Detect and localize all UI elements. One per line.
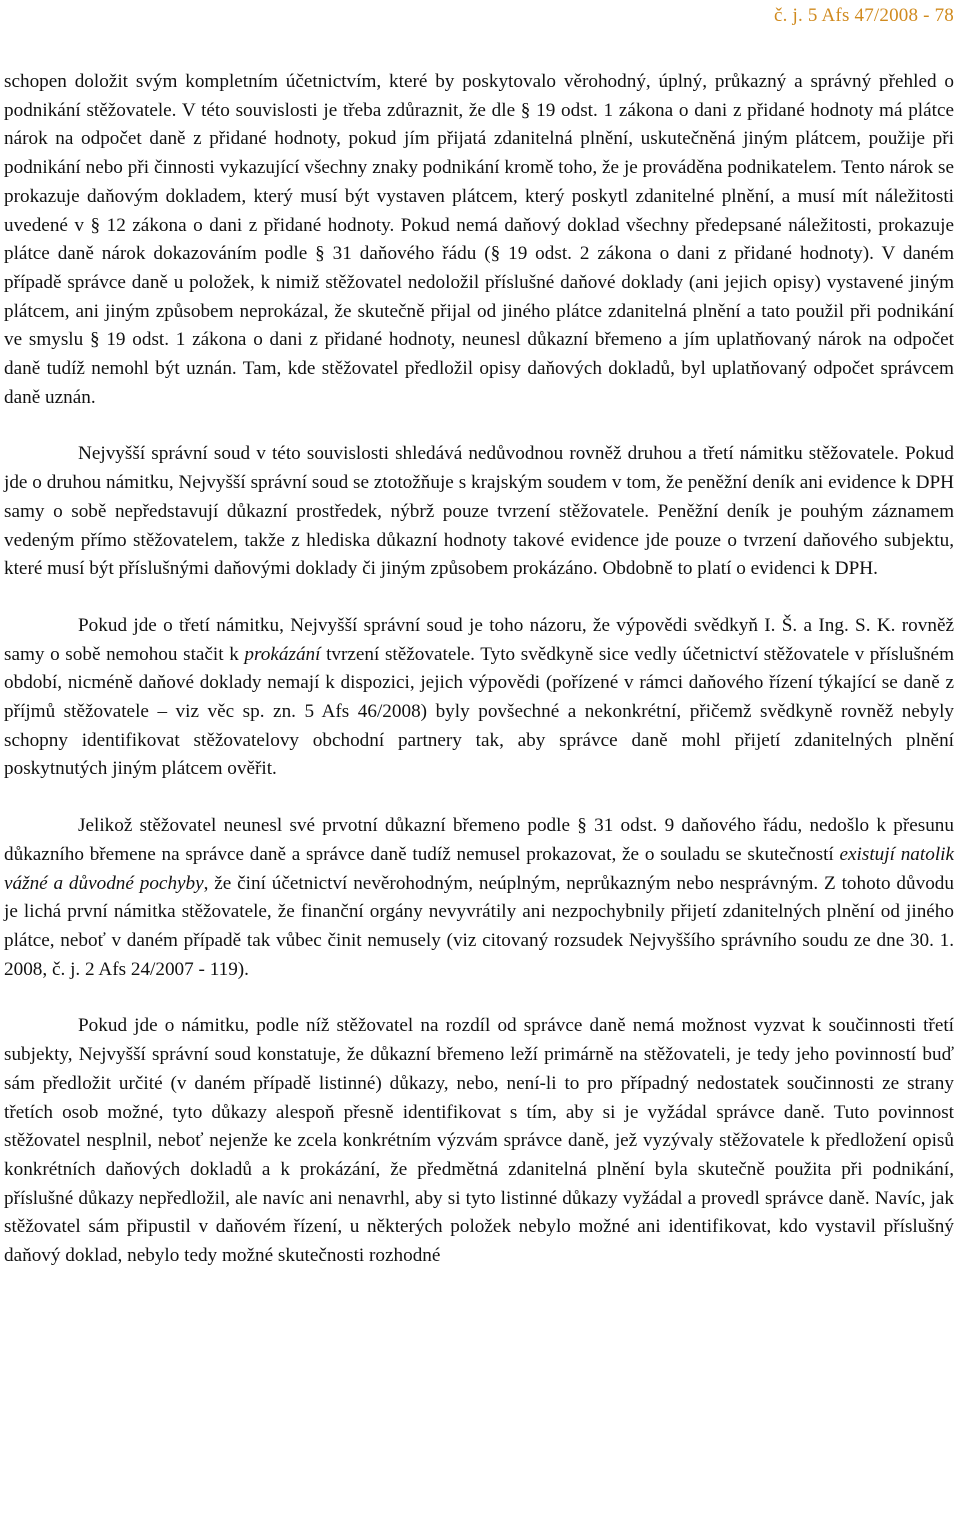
paragraph-3 bbox=[4, 612, 954, 784]
paragraph-text: Nejvyšší správní soud v této souvislosti shledává nedůvodnou rovněž druhou a třetí námitku stěžovatele. Pokud jde o druhou námitku, Nejvyšší správní soud se ztotožňuje s krajským soudem v tom, že peněžní deník ani evidence k DPH samy o sobě nepředstavují důkazní prostředek, nýbrž pouze tvrzení stěžovatele. Peněžní deník je pouhým záznamem vedeným přímo stěžovatelem, takže z hlediska důkazní hodnoty takové evidence jde pouze o tvrzení daňového subjektu, které musí být příslušnými daňovými doklady či jiným způsobem prokázáno. Obdobně to platí o evidenci k DPH. bbox=[4, 443, 954, 580]
paragraph-2 bbox=[4, 440, 954, 584]
paragraph-text: Jelikož stěžovatel neunesl své prvotní důkazní břemeno podle § 31 odst. 9 daňového řádu, nedošlo k přesunu důkazního břemene na správce daně a správce daně tudíž nemusel prokazovat, že o souladu se skutečností bbox=[4, 815, 954, 865]
document-body bbox=[4, 68, 954, 1299]
paragraph-text: schopen doložit svým kompletním účetnictvím, které by poskytovalo věrohodný, úplný, průkazný a správný přehled o podnikání stěžovatele. V této souvislosti je třeba zdůraznit, že dle § 19 odst. 1 zákona o dani z přidané hodnoty má plátce nárok na odpočet daně z přidané hodnoty, pokud jím přijatá zdanitelná plnění, uskutečněná jiným plátcem, použije při podnikání nebo při činnosti vykazující všechny znaky podnikání kromě toho, že je prováděna podnikatelem. Tento nárok se prokazuje daňovým dokladem, který musí být vystaven plátcem, který poskytl zdanitelné plnění, a musí mít náležitosti uvedené v § 12 zákona o dani z přidané hodnoty. Pokud nemá daňový doklad všechny předepsané náležitosti, prokazuje plátce daně nárok dokazováním podle § 31 daňového řádu (§ 19 odst. 2 zákona o dani z přidané hodnoty). V daném případě správce daně u položek, k nimiž stěžovatel nedoložil příslušné daňové doklady (ani jejich opisy) vystavené jiným plátcem, ani jiným způsobem neprokázal, že skutečně přijal od jiného plátce zdanitelná plnění a tato použil při podnikání ve smyslu § 19 odst. 1 zákona o dani z přidané hodnoty, neunesl důkazní břemeno a jím uplatňovaný nárok na odpočet daně tudíž nemohl být uznán. Tam, kde stěžovatel předložil opisy daňových dokladů, byl uplatňovaný odpočet správcem daně uznán. bbox=[4, 71, 954, 408]
paragraph-1 bbox=[4, 68, 954, 412]
paragraph-4 bbox=[4, 812, 954, 984]
italic-emphasis: prokázání bbox=[244, 643, 321, 665]
paragraph-5 bbox=[4, 1012, 954, 1270]
paragraph-text: Pokud jde o třetí námitku, Nejvyšší správní soud je toho názoru, že výpovědi svědkyň I. Š. a Ing. S. K. rovněž samy o sobě nemohou stačit k bbox=[4, 614, 954, 665]
page-reference: č. j. 5 Afs 47/2008 - 78 bbox=[773, 5, 954, 26]
italic-emphasis: existují natolik vážné a důvodné pochyby bbox=[4, 843, 954, 894]
paragraph-text: , že činí účetnictví nevěrohodným, neúplným, neprůkazným nebo nesprávným. Z tohoto důvodu je lichá první námitka stěžovatele, že finanční orgány nevyvrátily ani nezpochybnily přijetí zdanitelných plnění od jiného plátce, neboť v daném případě tak vůbec činit nemusely (viz citovaný rozsudek Nejvyššího správního soudu ze dne 30. 1. 2008, č. j. 2 Afs 24/2007 - 119). bbox=[4, 872, 954, 980]
paragraph-text: tvrzení stěžovatele. Tyto svědkyně sice vedly účetnictví stěžovatele v příslušném období, nicméně daňové doklady nemají k dispozici, jejich výpovědi (pořízené v rámci daňového řízení týkající se daně z příjmů stěžovatele – viz věc sp. zn. 5 Afs 46/2008) byly povšechné a nekonkrétní, přičemž svědkyně rovněž nebyly schopny identifikovat stěžovatelovy obchodní partnery tak, aby správce daně mohl přijetí zdanitelných plnění poskytnutých jiným plátcem ověřit. bbox=[4, 643, 955, 780]
paragraph-text: Pokud jde o námitku, podle níž stěžovatel na rozdíl od správce daně nemá možnost vyzvat k součinnosti třetí subjekty, Nejvyšší správní soud konstatuje, že důkazní břemeno leží primárně na stěžovateli, je tedy jeho povinností buď sám předložit určité (v daném případě listinné) důkazy, nebo, není-li to pro případný nedostatek součinnosti ze strany třetích osob možné, tyto důkazy alespoň přesně identifikovat s tím, aby si je vyžádal správce daně. Tuto povinnost stěžovatel nesplnil, neboť nejenže ke zcela konkrétním výzvám správce daně, jež vyzývaly stěžovatele k předložení opisů konkrétních daňových dokladů a k prokázání, že předmětná zdanitelná plnění byla skutečně použita při podnikání, příslušné důkazy nepředložil, ale navíc ani nenavrhl, aby si tyto listinné důkazy vyžádal a provedl správce daně. Navíc, jak stěžovatel sám připustil v daňovém řízení, u některých položek nebylo možné ani identifikovat, kdo vystavil příslušný daňový doklad, nebylo tedy možné skutečnosti rozhodné bbox=[4, 1015, 954, 1267]
